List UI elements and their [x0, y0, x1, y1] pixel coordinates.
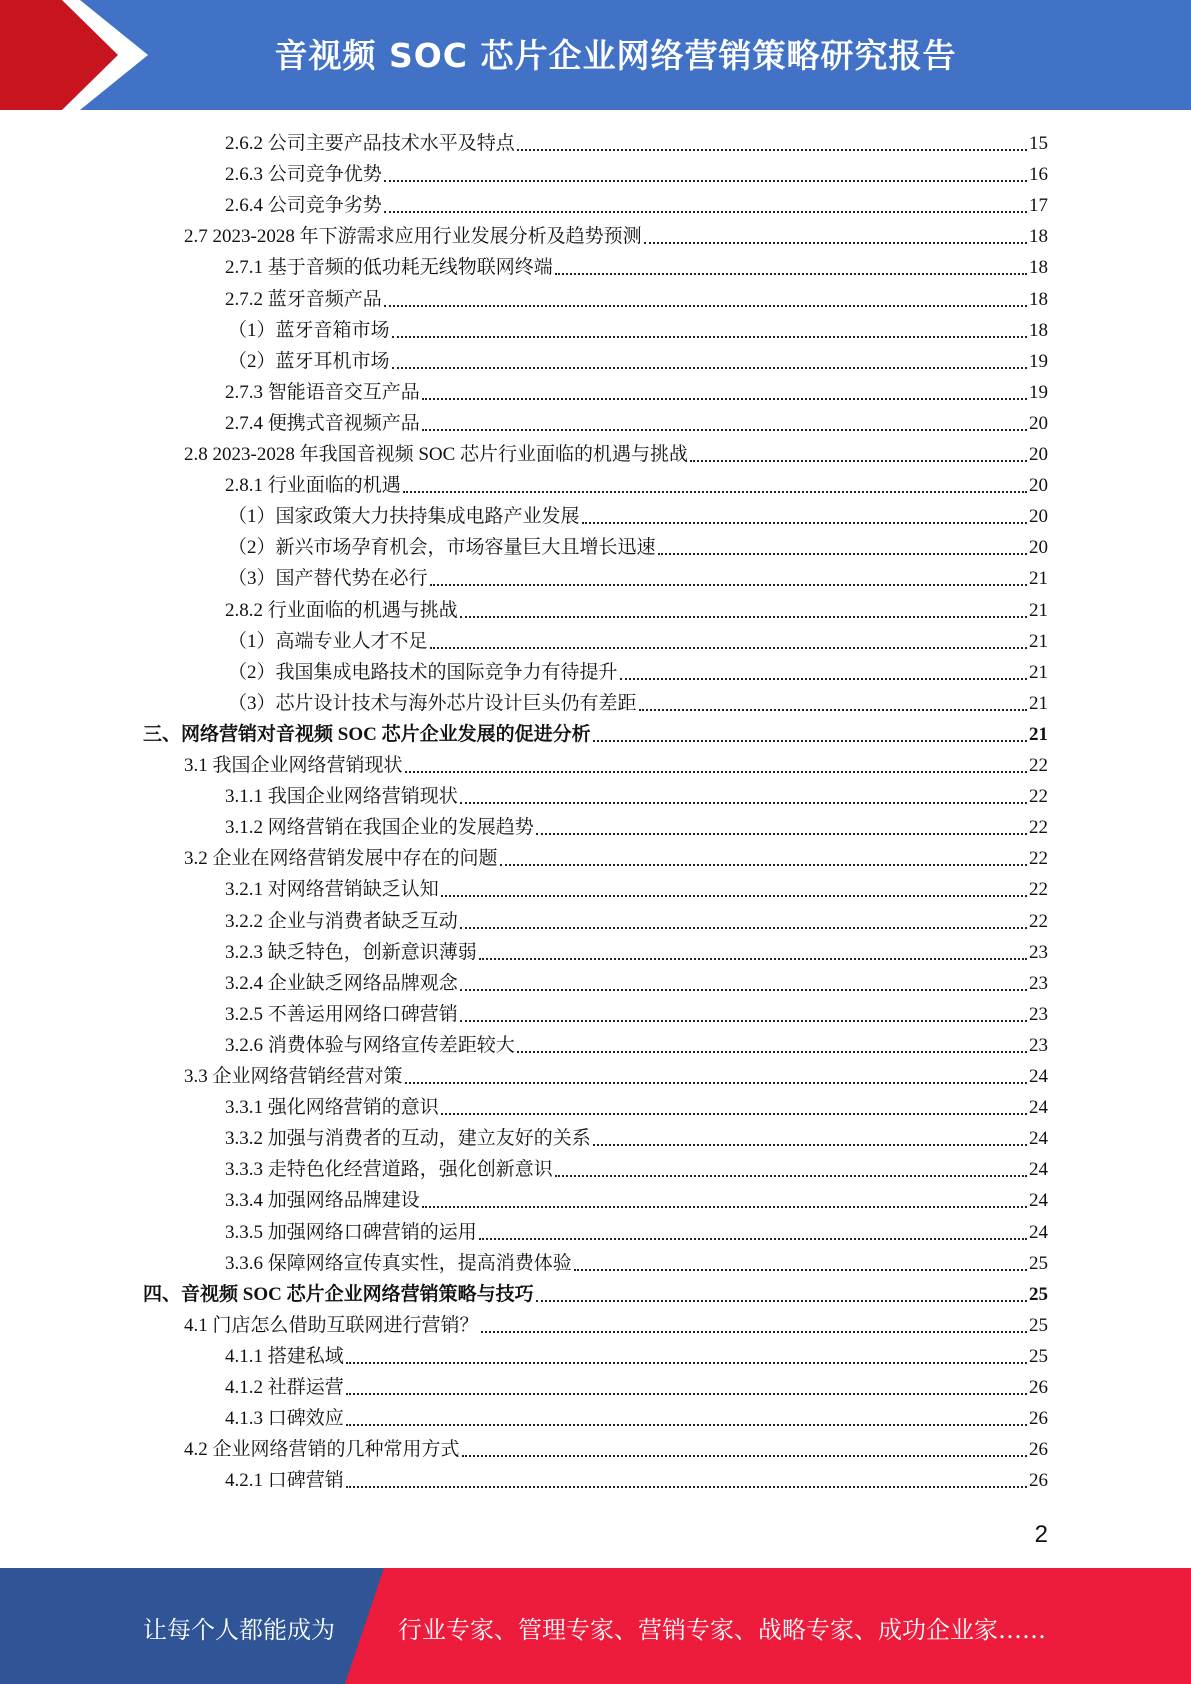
toc-entry-page: 22	[1029, 786, 1048, 808]
toc-dot-leader	[441, 894, 1027, 897]
page-header	[0, 0, 1191, 110]
toc-entry[interactable]	[225, 999, 1048, 1030]
page-number: 2	[1034, 1521, 1048, 1548]
toc-entry-page: 17	[1029, 195, 1048, 217]
toc-dot-leader	[430, 646, 1027, 649]
toc-entry[interactable]	[225, 1030, 1048, 1061]
toc-entry[interactable]	[225, 937, 1048, 968]
toc-dot-leader	[555, 1174, 1027, 1177]
toc-entry-page: 23	[1029, 1003, 1048, 1025]
toc-dot-leader	[479, 1237, 1027, 1240]
toc-entry[interactable]	[225, 1372, 1048, 1403]
toc-entry[interactable]	[225, 1248, 1048, 1279]
toc-entry-title: （2）新兴市场孕育机会，市场容量巨大且增长迅速	[228, 537, 656, 559]
toc-entry[interactable]	[184, 1310, 1048, 1341]
toc-entry-title: 2.7.2 蓝牙音频产品	[225, 288, 382, 310]
toc-entry-title: 3.3.6 保障网络宣传真实性，提高消费体验	[225, 1252, 572, 1274]
toc-dot-leader	[582, 521, 1027, 524]
toc-entry[interactable]	[225, 377, 1048, 408]
toc-entry-title: （3）芯片设计技术与海外芯片设计巨头仍有差距	[228, 692, 637, 714]
toc-entry-title: 3.2.1 对网络营销缺乏认知	[225, 879, 439, 901]
toc-entry[interactable]	[228, 501, 1048, 532]
footer-slogan-right: 行业专家、管理专家、营销专家、战略专家、成功企业家……	[398, 1616, 1046, 1644]
toc-entry-title: 3.3.5 加强网络口碑营销的运用	[225, 1221, 477, 1243]
toc-entry[interactable]	[143, 1279, 1048, 1310]
toc-entry-page: 24	[1029, 1221, 1048, 1243]
toc-dot-leader	[620, 677, 1027, 680]
toc-entry-page: 16	[1029, 164, 1048, 186]
toc-entry-title: 4.1.2 社群运营	[225, 1377, 344, 1398]
toc-entry[interactable]	[225, 1465, 1048, 1496]
toc-entry[interactable]	[184, 1061, 1048, 1092]
toc-dot-leader	[479, 957, 1027, 960]
toc-entry-title: 2.6.2 公司主要产品技术水平及特点	[225, 133, 515, 154]
toc-entry[interactable]	[228, 532, 1048, 563]
toc-dot-leader	[384, 210, 1027, 213]
toc-dot-leader	[690, 459, 1027, 462]
toc-entry[interactable]	[184, 843, 1048, 874]
toc-entry-page: 18	[1029, 257, 1048, 279]
toc-entry-title: 2.7.3 智能语音交互产品	[225, 381, 420, 403]
toc-entry-title: （2）我国集成电路技术的国际竞争力有待提升	[228, 661, 618, 683]
toc-entry-title: 2.6.3 公司竞争优势	[225, 164, 382, 186]
toc-entry-page: 24	[1029, 1097, 1048, 1119]
toc-entry-page: 20	[1029, 412, 1048, 434]
toc-entry-page: 22	[1029, 910, 1048, 932]
toc-entry-title: 3.2.6 消费体验与网络宣传差距较大	[225, 1034, 515, 1056]
toc-entry-page: 21	[1029, 723, 1048, 745]
toc-entry-page: 19	[1029, 350, 1048, 372]
toc-dot-leader	[460, 988, 1027, 991]
toc-entry[interactable]	[184, 439, 1048, 470]
toc-entry-title: 4.1 门店怎么借助互联网进行营销？	[184, 1314, 479, 1336]
toc-entry-title: 2.8.2 行业面临的机遇与挑战	[225, 599, 458, 621]
toc-entry-title: 3.3 企业网络营销经营对策	[184, 1066, 403, 1087]
toc-entry[interactable]	[225, 812, 1048, 843]
toc-entry-page: 18	[1029, 288, 1048, 310]
toc-entry-page: 22	[1029, 848, 1048, 870]
toc-entry-page: 19	[1029, 381, 1048, 403]
toc-entry-page: 23	[1029, 972, 1048, 994]
toc-dot-leader	[422, 397, 1027, 400]
toc-entry-page: 22	[1029, 879, 1048, 901]
toc-entry-page: 26	[1029, 1470, 1048, 1492]
toc-entry[interactable]	[225, 1217, 1048, 1248]
toc-dot-leader	[346, 1361, 1027, 1364]
toc-entry[interactable]	[225, 1123, 1048, 1154]
toc-dot-leader	[405, 770, 1027, 773]
toc-dot-leader	[441, 1112, 1027, 1115]
toc-entry-page: 20	[1029, 444, 1048, 465]
toc-entry-page: 21	[1029, 568, 1048, 590]
toc-entry[interactable]	[225, 1341, 1048, 1372]
page-footer	[0, 1568, 1191, 1684]
toc-entry[interactable]	[225, 190, 1048, 221]
toc-entry-page: 18	[1029, 319, 1048, 341]
toc-dot-leader	[658, 552, 1027, 555]
toc-dot-leader	[481, 1330, 1027, 1333]
toc-dot-leader	[460, 1019, 1027, 1022]
toc-entry[interactable]	[225, 595, 1048, 626]
footer-slogan-left: 让每个人都能成为	[143, 1616, 335, 1644]
toc-entry-page: 22	[1029, 817, 1048, 839]
toc-entry-title: 3.1 我国企业网络营销现状	[184, 755, 403, 776]
toc-dot-leader	[500, 863, 1027, 866]
toc-entry[interactable]	[228, 315, 1048, 346]
toc-entry-title: 3.3.1 强化网络营销的意识	[225, 1097, 439, 1119]
toc-entry[interactable]	[228, 563, 1048, 594]
toc-entry-page: 25	[1029, 1283, 1048, 1305]
toc-entry[interactable]	[225, 470, 1048, 501]
toc-entry[interactable]	[184, 221, 1048, 252]
toc-entry-page: 26	[1029, 1439, 1048, 1461]
toc-entry-title: 2.8.1 行业面临的机遇	[225, 475, 401, 497]
toc-entry-page: 21	[1029, 661, 1048, 683]
toc-entry-page: 25	[1029, 1314, 1048, 1336]
toc-entry-title: 3.2.5 不善运用网络口碑营销	[225, 1003, 458, 1025]
toc-entry-page: 24	[1029, 1128, 1048, 1150]
toc-entry-title: 2.7 2023-2028 年下游需求应用行业发展分析及趋势预测	[184, 226, 642, 248]
toc-dot-leader	[644, 241, 1027, 244]
toc-dot-leader	[460, 926, 1027, 929]
toc-entry-title: 2.7.4 便携式音视频产品	[225, 412, 420, 434]
toc-entry-page: 21	[1029, 692, 1048, 714]
toc-dot-leader	[460, 615, 1027, 618]
toc-entry-title: 3.3.4 加强网络品牌建设	[225, 1190, 420, 1212]
toc-entry-title: 2.6.4 公司竞争劣势	[225, 195, 382, 217]
toc-entry-title: 4.2.1 口碑营销	[225, 1470, 344, 1492]
toc-dot-leader	[346, 1392, 1027, 1395]
toc-dot-leader	[536, 1299, 1027, 1302]
toc-entry-title: 2.8 2023-2028 年我国音视频 SOC 芯片行业面临的机遇与挑战	[184, 444, 689, 465]
toc-entry-title: 4.2 企业网络营销的几种常用方式	[184, 1439, 460, 1461]
toc-entry-page: 15	[1029, 133, 1048, 154]
toc-entry-page: 21	[1029, 630, 1048, 652]
toc-entry[interactable]	[225, 408, 1048, 439]
toc-entry-page: 25	[1029, 1345, 1048, 1367]
toc-entry[interactable]	[225, 781, 1048, 812]
toc-dot-leader	[639, 708, 1027, 711]
toc-entry-page: 25	[1029, 1252, 1048, 1274]
toc-entry-page: 23	[1029, 1034, 1048, 1056]
toc-entry-title: 四、音视频 SOC 芯片企业网络营销策略与技巧	[143, 1283, 534, 1305]
toc-entry-page: 18	[1029, 226, 1048, 248]
toc-dot-leader	[517, 148, 1027, 151]
toc-dot-leader	[422, 428, 1027, 431]
toc-entry-page: 20	[1029, 537, 1048, 559]
toc-entry[interactable]	[228, 688, 1048, 719]
toc-entry[interactable]	[143, 719, 1048, 750]
toc-entry[interactable]	[225, 252, 1048, 283]
toc-dot-leader	[555, 272, 1027, 275]
toc-dot-leader	[392, 366, 1027, 369]
toc-entry-page: 23	[1029, 941, 1048, 963]
toc-entry[interactable]	[225, 128, 1048, 159]
toc-dot-leader	[430, 583, 1027, 586]
toc-entry[interactable]	[228, 346, 1048, 377]
toc-entry[interactable]	[225, 874, 1048, 905]
report-title: 音视频 SOC 芯片企业网络营销策略研究报告	[274, 36, 957, 75]
toc-entry-page: 20	[1029, 475, 1048, 497]
toc-dot-leader	[536, 832, 1027, 835]
toc-entry[interactable]	[228, 626, 1048, 657]
toc-entry-title: 3.2 企业在网络营销发展中存在的问题	[184, 848, 498, 870]
toc-dot-leader	[384, 179, 1027, 182]
toc-dot-leader	[574, 1268, 1027, 1271]
toc-entry[interactable]	[225, 906, 1048, 937]
toc-dot-leader	[346, 1423, 1027, 1426]
toc-entry[interactable]	[225, 1154, 1048, 1185]
toc-dot-leader	[593, 1143, 1027, 1146]
toc-entry-title: （1）蓝牙音箱市场	[228, 319, 390, 341]
toc-dot-leader	[422, 1205, 1027, 1208]
toc-entry[interactable]	[228, 657, 1048, 688]
toc-dot-leader	[462, 1454, 1027, 1457]
toc-entry[interactable]	[225, 159, 1048, 190]
toc-entry[interactable]	[225, 1403, 1048, 1434]
toc-entry-page: 24	[1029, 1159, 1048, 1181]
toc-entry-page: 22	[1029, 755, 1048, 776]
toc-entry[interactable]	[225, 1185, 1048, 1216]
toc-entry-title: 3.1.2 网络营销在我国企业的发展趋势	[225, 817, 534, 839]
toc-entry[interactable]	[225, 1092, 1048, 1123]
toc-entry-page: 21	[1029, 599, 1048, 621]
toc-entry-title: （1）国家政策大力扶持集成电路产业发展	[228, 506, 580, 528]
toc-entry-title: 3.2.4 企业缺乏网络品牌观念	[225, 972, 458, 994]
toc-entry-page: 20	[1029, 506, 1048, 528]
toc-entry-page: 26	[1029, 1408, 1048, 1430]
toc-entry-title: 三、网络营销对音视频 SOC 芯片企业发展的促进分析	[143, 723, 591, 745]
toc-entry-page: 26	[1029, 1377, 1048, 1398]
toc-entry-page: 24	[1029, 1190, 1048, 1212]
header-arrow-decoration	[0, 0, 150, 110]
toc-entry-title: 3.2.3 缺乏特色，创新意识薄弱	[225, 941, 477, 963]
toc-entry[interactable]	[184, 750, 1048, 781]
toc-dot-leader	[403, 490, 1027, 493]
toc-entry-title: （2）蓝牙耳机市场	[228, 350, 390, 372]
toc-dot-leader	[405, 1081, 1027, 1084]
toc-entry-title: （3）国产替代势在必行	[228, 568, 428, 590]
toc-dot-leader	[392, 335, 1027, 338]
toc-entry-title: 3.3.2 加强与消费者的互动，建立友好的关系	[225, 1128, 591, 1150]
toc-entry-title: 3.2.2 企业与消费者缺乏互动	[225, 910, 458, 932]
toc-entry[interactable]	[184, 1434, 1048, 1465]
toc-dot-leader	[346, 1485, 1027, 1488]
toc-entry[interactable]	[225, 284, 1048, 315]
toc-dot-leader	[593, 739, 1027, 742]
toc-entry-title: （1）高端专业人才不足	[228, 630, 428, 652]
toc-dot-leader	[384, 304, 1027, 307]
toc-entry-title: 2.7.1 基于音频的低功耗无线物联网终端	[225, 257, 553, 279]
toc-entry[interactable]	[225, 968, 1048, 999]
toc-entry-page: 24	[1029, 1066, 1048, 1087]
toc-entry-title: 4.1.3 口碑效应	[225, 1408, 344, 1430]
toc-entry-title: 3.1.1 我国企业网络营销现状	[225, 786, 458, 808]
toc-entry-title: 4.1.1 搭建私域	[225, 1345, 344, 1367]
toc-entry-title: 3.3.3 走特色化经营道路，强化创新意识	[225, 1159, 553, 1181]
toc-dot-leader	[460, 801, 1027, 804]
toc-dot-leader	[517, 1050, 1027, 1053]
